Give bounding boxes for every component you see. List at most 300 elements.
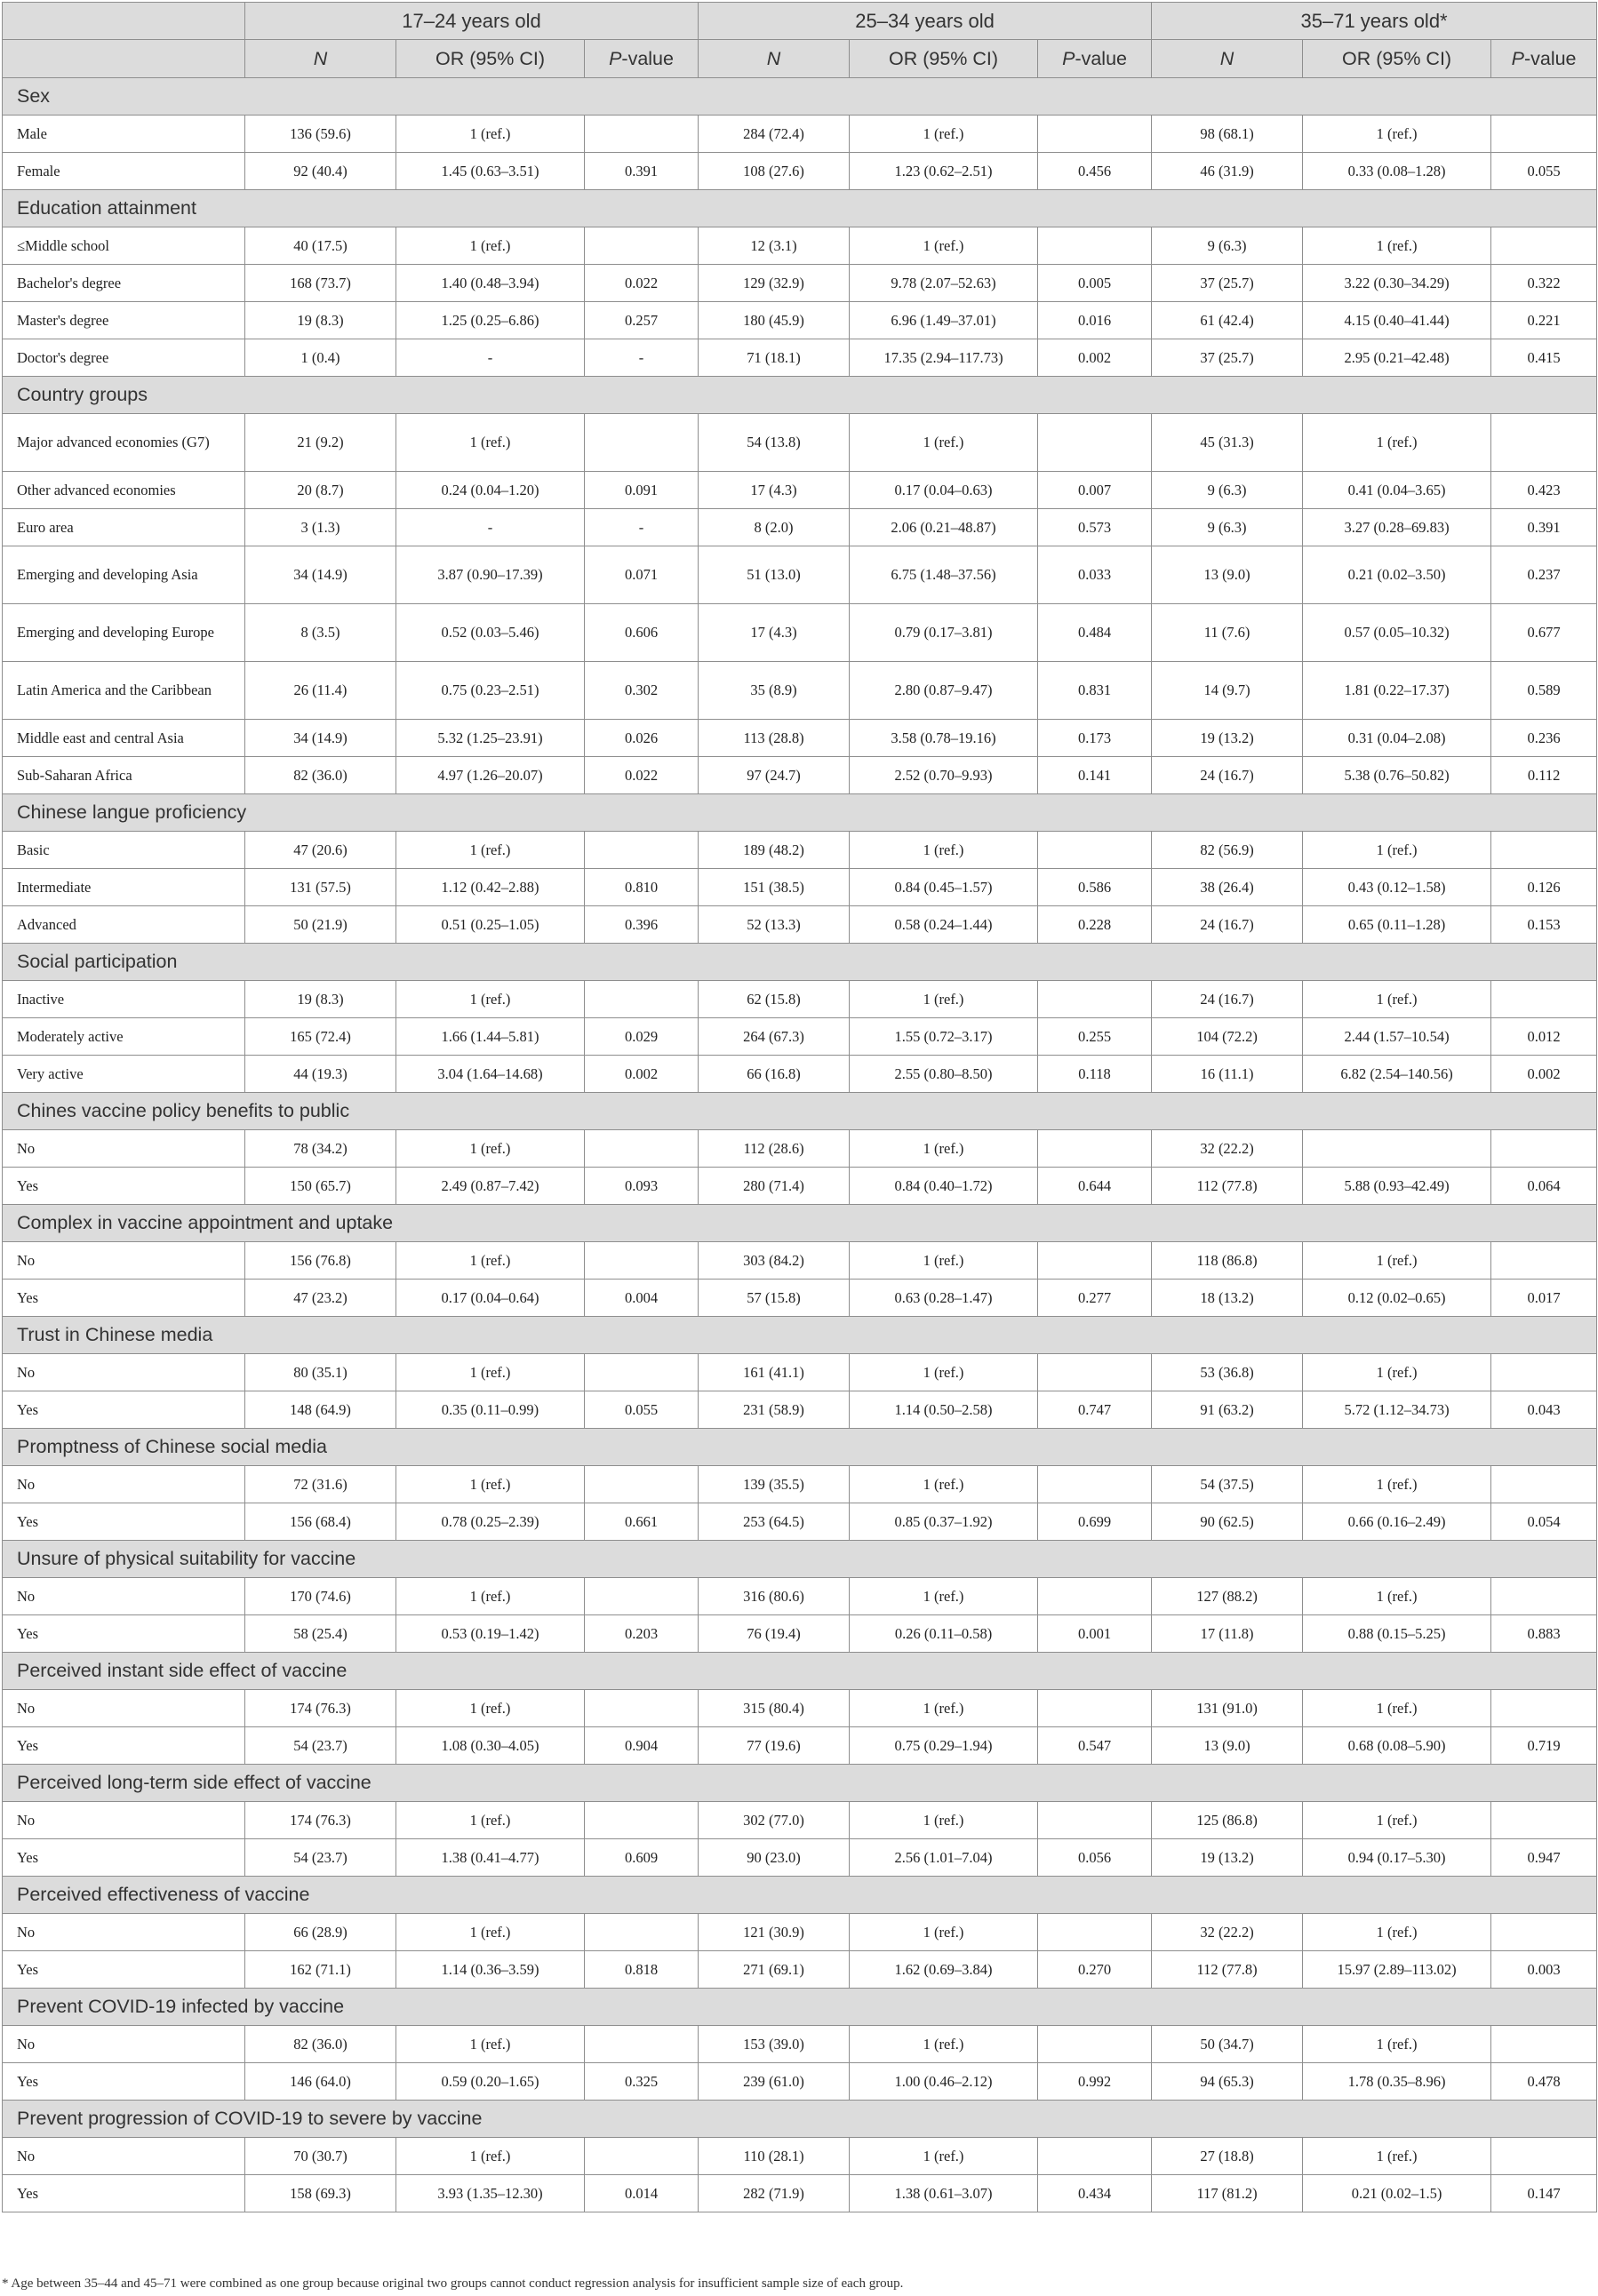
cell-or: 3.04 (1.64–14.68) bbox=[396, 1056, 585, 1093]
row-label: No bbox=[3, 1802, 245, 1839]
cell-n: 316 (80.6) bbox=[699, 1578, 850, 1615]
section-title: Education attainment bbox=[3, 190, 1597, 227]
section-header-row bbox=[3, 794, 1597, 832]
cell-or: 0.85 (0.37–1.92) bbox=[850, 1503, 1038, 1541]
cell-n: 189 (48.2) bbox=[699, 832, 850, 869]
cell-p: 0.606 bbox=[585, 604, 699, 662]
cell-or: 1 (ref.) bbox=[850, 1354, 1038, 1391]
cell-p bbox=[585, 1690, 699, 1727]
cell-n: 282 (71.9) bbox=[699, 2175, 850, 2212]
section-title: Country groups bbox=[3, 377, 1597, 414]
cell-p bbox=[1038, 1802, 1152, 1839]
section-header-row bbox=[3, 1317, 1597, 1354]
cell-p: 0.001 bbox=[1038, 1615, 1152, 1653]
cell-p: 0.022 bbox=[585, 265, 699, 302]
cell-n: 9 (6.3) bbox=[1152, 509, 1303, 546]
cell-or: 3.27 (0.28–69.83) bbox=[1303, 509, 1491, 546]
cell-or: 3.87 (0.90–17.39) bbox=[396, 546, 585, 604]
cell-n: 108 (27.6) bbox=[699, 153, 850, 190]
cell-or: 3.93 (1.35–12.30) bbox=[396, 2175, 585, 2212]
section-title: Sex bbox=[3, 78, 1597, 116]
cell-or: 0.94 (0.17–5.30) bbox=[1303, 1839, 1491, 1877]
table-row bbox=[3, 1466, 1597, 1503]
table-row bbox=[3, 153, 1597, 190]
cell-or: 0.84 (0.40–1.72) bbox=[850, 1168, 1038, 1205]
cell-or: 1.38 (0.41–4.77) bbox=[396, 1839, 585, 1877]
row-label: Yes bbox=[3, 2175, 245, 2212]
cell-or: 2.44 (1.57–10.54) bbox=[1303, 1018, 1491, 1056]
cell-or: 2.55 (0.80–8.50) bbox=[850, 1056, 1038, 1093]
cell-p: 0.091 bbox=[585, 472, 699, 509]
row-label: Latin America and the Caribbean bbox=[3, 662, 245, 720]
cell-n: 82 (56.9) bbox=[1152, 832, 1303, 869]
cell-or: 1 (ref.) bbox=[1303, 1354, 1491, 1391]
cell-or: 1 (ref.) bbox=[396, 1690, 585, 1727]
section-header-row bbox=[3, 190, 1597, 227]
cell-n: 90 (23.0) bbox=[699, 1839, 850, 1877]
table-row bbox=[3, 546, 1597, 604]
cell-p bbox=[1491, 981, 1597, 1018]
cell-or: 0.57 (0.05–10.32) bbox=[1303, 604, 1491, 662]
table-row bbox=[3, 2138, 1597, 2175]
section-title: Perceived effectiveness of vaccine bbox=[3, 1877, 1597, 1914]
cell-or: 2.95 (0.21–42.48) bbox=[1303, 339, 1491, 377]
cell-p: 0.237 bbox=[1491, 546, 1597, 604]
cell-or: 1 (ref.) bbox=[1303, 1802, 1491, 1839]
cell-n: 76 (19.4) bbox=[699, 1615, 850, 1653]
cell-or: 9.78 (2.07–52.63) bbox=[850, 265, 1038, 302]
table-row bbox=[3, 2175, 1597, 2212]
cell-p: 0.064 bbox=[1491, 1168, 1597, 1205]
cell-or: 1 (ref.) bbox=[1303, 2138, 1491, 2175]
cell-p: 0.391 bbox=[585, 153, 699, 190]
group-header-row bbox=[3, 3, 1597, 40]
cell-p bbox=[1038, 1578, 1152, 1615]
cell-or: 1 (ref.) bbox=[1303, 2026, 1491, 2063]
cell-p bbox=[1038, 2138, 1152, 2175]
cell-n: 66 (16.8) bbox=[699, 1056, 850, 1093]
group-header-17-24: 17–24 years old bbox=[245, 3, 699, 40]
row-label: Inactive bbox=[3, 981, 245, 1018]
cell-n: 44 (19.3) bbox=[245, 1056, 396, 1093]
section-header-row bbox=[3, 1541, 1597, 1578]
cell-n: 34 (14.9) bbox=[245, 546, 396, 604]
cell-or: 1 (ref.) bbox=[1303, 1466, 1491, 1503]
cell-or: 1.25 (0.25–6.86) bbox=[396, 302, 585, 339]
cell-or: 5.32 (1.25–23.91) bbox=[396, 720, 585, 757]
table-container bbox=[2, 2, 1596, 2212]
cell-n: 239 (61.0) bbox=[699, 2063, 850, 2101]
row-label: Major advanced economies (G7) bbox=[3, 414, 245, 472]
cell-p: - bbox=[585, 339, 699, 377]
row-label: Basic bbox=[3, 832, 245, 869]
section-header-row bbox=[3, 1989, 1597, 2026]
section-title: Chines vaccine policy benefits to public bbox=[3, 1093, 1597, 1130]
row-label: No bbox=[3, 1354, 245, 1391]
cell-n: 53 (36.8) bbox=[1152, 1354, 1303, 1391]
cell-or: 2.56 (1.01–7.04) bbox=[850, 1839, 1038, 1877]
cell-or: 1 (ref.) bbox=[396, 227, 585, 265]
cell-p: 0.007 bbox=[1038, 472, 1152, 509]
cell-n: 284 (72.4) bbox=[699, 116, 850, 153]
section-header-row bbox=[3, 78, 1597, 116]
cell-p bbox=[1038, 1914, 1152, 1951]
cell-or: 0.79 (0.17–3.81) bbox=[850, 604, 1038, 662]
row-label: Male bbox=[3, 116, 245, 153]
table-row bbox=[3, 1018, 1597, 1056]
cell-or: 0.24 (0.04–1.20) bbox=[396, 472, 585, 509]
cell-n: 19 (13.2) bbox=[1152, 720, 1303, 757]
cell-p bbox=[1038, 1690, 1152, 1727]
p-italic: P bbox=[1062, 47, 1075, 69]
section-header-row bbox=[3, 1877, 1597, 1914]
cell-or: 5.72 (1.12–34.73) bbox=[1303, 1391, 1491, 1429]
corner-cell bbox=[3, 3, 245, 40]
cell-or: 1 (ref.) bbox=[396, 1354, 585, 1391]
cell-or: 1 (ref.) bbox=[1303, 227, 1491, 265]
cell-p: 0.002 bbox=[585, 1056, 699, 1093]
cell-n: 45 (31.3) bbox=[1152, 414, 1303, 472]
row-label: Bachelor's degree bbox=[3, 265, 245, 302]
cell-p: 0.609 bbox=[585, 1839, 699, 1877]
column-header-or: OR (95% CI) bbox=[1303, 40, 1491, 78]
cell-n: 19 (8.3) bbox=[245, 981, 396, 1018]
cell-n: 8 (3.5) bbox=[245, 604, 396, 662]
cell-n: 19 (8.3) bbox=[245, 302, 396, 339]
cell-p bbox=[585, 116, 699, 153]
cell-n: 170 (74.6) bbox=[245, 1578, 396, 1615]
table-row bbox=[3, 1280, 1597, 1317]
row-label: Moderately active bbox=[3, 1018, 245, 1056]
cell-p: 0.547 bbox=[1038, 1727, 1152, 1765]
cell-p bbox=[1491, 2026, 1597, 2063]
cell-n: 121 (30.9) bbox=[699, 1914, 850, 1951]
group-header-25-34: 25–34 years old bbox=[699, 3, 1152, 40]
cell-n: 8 (2.0) bbox=[699, 509, 850, 546]
row-label: Sub-Saharan Africa bbox=[3, 757, 245, 794]
cell-p bbox=[1038, 227, 1152, 265]
cell-p: 0.221 bbox=[1491, 302, 1597, 339]
section-header-row bbox=[3, 1205, 1597, 1242]
cell-p bbox=[1038, 2026, 1152, 2063]
cell-n: 3 (1.3) bbox=[245, 509, 396, 546]
cell-or: 0.21 (0.02–1.5) bbox=[1303, 2175, 1491, 2212]
cell-or: 1 (ref.) bbox=[396, 2138, 585, 2175]
cell-n: 174 (76.3) bbox=[245, 1690, 396, 1727]
table-row bbox=[3, 265, 1597, 302]
cell-n: 153 (39.0) bbox=[699, 2026, 850, 2063]
cell-n: 97 (24.7) bbox=[699, 757, 850, 794]
cell-or: 1 (ref.) bbox=[396, 116, 585, 153]
cell-or: 1.08 (0.30–4.05) bbox=[396, 1727, 585, 1765]
cell-n: 66 (28.9) bbox=[245, 1914, 396, 1951]
cell-or: 1 (ref.) bbox=[850, 981, 1038, 1018]
cell-or: 1 (ref.) bbox=[850, 414, 1038, 472]
cell-p bbox=[585, 1354, 699, 1391]
cell-or: 1 (ref.) bbox=[1303, 116, 1491, 153]
cell-or: 3.58 (0.78–19.16) bbox=[850, 720, 1038, 757]
cell-p: 0.002 bbox=[1491, 1056, 1597, 1093]
cell-n: 11 (7.6) bbox=[1152, 604, 1303, 662]
cell-n: 17 (4.3) bbox=[699, 604, 850, 662]
cell-n: 35 (8.9) bbox=[699, 662, 850, 720]
cell-or: 1.00 (0.46–2.12) bbox=[850, 2063, 1038, 2101]
section-header-row bbox=[3, 1653, 1597, 1690]
cell-p: 0.017 bbox=[1491, 1280, 1597, 1317]
cell-n: 98 (68.1) bbox=[1152, 116, 1303, 153]
table-row bbox=[3, 1727, 1597, 1765]
cell-p: 0.719 bbox=[1491, 1727, 1597, 1765]
cell-p: 0.478 bbox=[1491, 2063, 1597, 2101]
table-row bbox=[3, 339, 1597, 377]
cell-n: 91 (63.2) bbox=[1152, 1391, 1303, 1429]
cell-or: 1.12 (0.42–2.88) bbox=[396, 869, 585, 906]
cell-n: 50 (34.7) bbox=[1152, 2026, 1303, 2063]
row-label: Master's degree bbox=[3, 302, 245, 339]
cell-n: 54 (13.8) bbox=[699, 414, 850, 472]
table-footnote: * Age between 35–44 and 45–71 were combined as one group because original two groups cannot conduct regression analysis for insufficient sample size of each group. bbox=[2, 2276, 904, 2291]
cell-or: 1 (ref.) bbox=[850, 2138, 1038, 2175]
cell-or: 1.38 (0.61–3.07) bbox=[850, 2175, 1038, 2212]
table-row bbox=[3, 906, 1597, 944]
cell-or: 2.06 (0.21–48.87) bbox=[850, 509, 1038, 546]
cell-n: 14 (9.7) bbox=[1152, 662, 1303, 720]
cell-n: 231 (58.9) bbox=[699, 1391, 850, 1429]
table-row bbox=[3, 757, 1597, 794]
cell-n: 32 (22.2) bbox=[1152, 1914, 1303, 1951]
cell-n: 9 (6.3) bbox=[1152, 227, 1303, 265]
cell-n: 92 (40.4) bbox=[245, 153, 396, 190]
cell-p bbox=[1491, 1578, 1597, 1615]
cell-p: 0.810 bbox=[585, 869, 699, 906]
cell-p bbox=[1491, 1242, 1597, 1280]
row-label: Yes bbox=[3, 1615, 245, 1653]
cell-p bbox=[1038, 414, 1152, 472]
cell-p bbox=[585, 1914, 699, 1951]
cell-p: 0.257 bbox=[585, 302, 699, 339]
cell-p: 0.325 bbox=[585, 2063, 699, 2101]
row-label: ≤Middle school bbox=[3, 227, 245, 265]
cell-n: 129 (32.9) bbox=[699, 265, 850, 302]
cell-p: 0.029 bbox=[585, 1018, 699, 1056]
cell-p: 0.043 bbox=[1491, 1391, 1597, 1429]
cell-p: 0.883 bbox=[1491, 1615, 1597, 1653]
table-row bbox=[3, 472, 1597, 509]
cell-or: 1 (ref.) bbox=[1303, 414, 1491, 472]
cell-or bbox=[1303, 1130, 1491, 1168]
cell-p: 0.391 bbox=[1491, 509, 1597, 546]
cell-p: 0.255 bbox=[1038, 1018, 1152, 1056]
row-label: No bbox=[3, 1242, 245, 1280]
cell-n: 1 (0.4) bbox=[245, 339, 396, 377]
cell-or: 1.62 (0.69–3.84) bbox=[850, 1951, 1038, 1989]
cell-or: 0.43 (0.12–1.58) bbox=[1303, 869, 1491, 906]
cell-p: 0.055 bbox=[585, 1391, 699, 1429]
cell-or: 1.66 (1.44–5.81) bbox=[396, 1018, 585, 1056]
cell-n: 78 (34.2) bbox=[245, 1130, 396, 1168]
cell-or: 1 (ref.) bbox=[1303, 832, 1491, 869]
cell-p: 0.677 bbox=[1491, 604, 1597, 662]
cell-p bbox=[1491, 414, 1597, 472]
cell-n: 40 (17.5) bbox=[245, 227, 396, 265]
cell-n: 82 (36.0) bbox=[245, 757, 396, 794]
section-header-row bbox=[3, 2101, 1597, 2138]
cell-or: 0.75 (0.29–1.94) bbox=[850, 1727, 1038, 1765]
cell-n: 57 (15.8) bbox=[699, 1280, 850, 1317]
column-header-or: OR (95% CI) bbox=[396, 40, 585, 78]
cell-n: 148 (64.9) bbox=[245, 1391, 396, 1429]
cell-or: 0.68 (0.08–5.90) bbox=[1303, 1727, 1491, 1765]
cell-n: 168 (73.7) bbox=[245, 265, 396, 302]
cell-or: 1 (ref.) bbox=[850, 116, 1038, 153]
cell-n: 13 (9.0) bbox=[1152, 546, 1303, 604]
cell-or: 2.52 (0.70–9.93) bbox=[850, 757, 1038, 794]
cell-p: 0.002 bbox=[1038, 339, 1152, 377]
row-label: No bbox=[3, 1130, 245, 1168]
cell-n: 24 (16.7) bbox=[1152, 757, 1303, 794]
cell-p bbox=[585, 832, 699, 869]
cell-p: - bbox=[585, 509, 699, 546]
cell-p: 0.203 bbox=[585, 1615, 699, 1653]
cell-n: 82 (36.0) bbox=[245, 2026, 396, 2063]
column-header-p bbox=[585, 40, 699, 78]
cell-or: 0.53 (0.19–1.42) bbox=[396, 1615, 585, 1653]
cell-p: 0.904 bbox=[585, 1727, 699, 1765]
section-title: Perceived instant side effect of vaccine bbox=[3, 1653, 1597, 1690]
table-row bbox=[3, 1578, 1597, 1615]
table-row bbox=[3, 1242, 1597, 1280]
section-title: Chinese langue proficiency bbox=[3, 794, 1597, 832]
cell-p: 0.093 bbox=[585, 1168, 699, 1205]
cell-or: 1.40 (0.48–3.94) bbox=[396, 265, 585, 302]
cell-n: 90 (62.5) bbox=[1152, 1503, 1303, 1541]
cell-n: 253 (64.5) bbox=[699, 1503, 850, 1541]
cell-n: 118 (86.8) bbox=[1152, 1242, 1303, 1280]
table-row bbox=[3, 2026, 1597, 2063]
cell-n: 54 (23.7) bbox=[245, 1839, 396, 1877]
cell-p: 0.026 bbox=[585, 720, 699, 757]
cell-or: 2.49 (0.87–7.42) bbox=[396, 1168, 585, 1205]
row-label: Advanced bbox=[3, 906, 245, 944]
cell-n: 70 (30.7) bbox=[245, 2138, 396, 2175]
row-label: Intermediate bbox=[3, 869, 245, 906]
row-label: Doctor's degree bbox=[3, 339, 245, 377]
regression-table bbox=[2, 2, 1597, 2212]
section-title: Promptness of Chinese social media bbox=[3, 1429, 1597, 1466]
table-body bbox=[3, 78, 1597, 2212]
cell-or: 1 (ref.) bbox=[850, 1242, 1038, 1280]
cell-p: 0.228 bbox=[1038, 906, 1152, 944]
cell-p: 0.014 bbox=[585, 2175, 699, 2212]
cell-p: 0.747 bbox=[1038, 1391, 1152, 1429]
cell-n: 21 (9.2) bbox=[245, 414, 396, 472]
cell-or: 1 (ref.) bbox=[850, 1130, 1038, 1168]
cell-p: 0.947 bbox=[1491, 1839, 1597, 1877]
cell-or: 1 (ref.) bbox=[396, 2026, 585, 2063]
cell-or: 0.41 (0.04–3.65) bbox=[1303, 472, 1491, 509]
table-row bbox=[3, 869, 1597, 906]
cell-or: 1 (ref.) bbox=[850, 1466, 1038, 1503]
table-row bbox=[3, 662, 1597, 720]
section-title: Prevent progression of COVID-19 to severe by vaccine bbox=[3, 2101, 1597, 2138]
cell-or: 1 (ref.) bbox=[850, 1914, 1038, 1951]
cell-n: 58 (25.4) bbox=[245, 1615, 396, 1653]
row-label: Yes bbox=[3, 1951, 245, 1989]
cell-p: 0.054 bbox=[1491, 1503, 1597, 1541]
cell-p: 0.396 bbox=[585, 906, 699, 944]
section-header-row bbox=[3, 944, 1597, 981]
cell-p: 0.589 bbox=[1491, 662, 1597, 720]
cell-or: 1.78 (0.35–8.96) bbox=[1303, 2063, 1491, 2101]
cell-p bbox=[585, 414, 699, 472]
column-header-n: N bbox=[245, 40, 396, 78]
cell-or: 0.26 (0.11–0.58) bbox=[850, 1615, 1038, 1653]
cell-p bbox=[585, 1802, 699, 1839]
cell-p bbox=[585, 2138, 699, 2175]
cell-n: 20 (8.7) bbox=[245, 472, 396, 509]
cell-n: 26 (11.4) bbox=[245, 662, 396, 720]
table-row bbox=[3, 116, 1597, 153]
cell-p bbox=[585, 1242, 699, 1280]
cell-p: 0.236 bbox=[1491, 720, 1597, 757]
cell-or: 1.81 (0.22–17.37) bbox=[1303, 662, 1491, 720]
cell-or: 1.45 (0.63–3.51) bbox=[396, 153, 585, 190]
cell-p bbox=[1491, 1354, 1597, 1391]
cell-n: 32 (22.2) bbox=[1152, 1130, 1303, 1168]
cell-or: 0.51 (0.25–1.05) bbox=[396, 906, 585, 944]
cell-p bbox=[1491, 1914, 1597, 1951]
cell-or: 6.75 (1.48–37.56) bbox=[850, 546, 1038, 604]
section-title: Complex in vaccine appointment and uptake bbox=[3, 1205, 1597, 1242]
cell-or: 1 (ref.) bbox=[396, 1242, 585, 1280]
cell-n: 17 (4.3) bbox=[699, 472, 850, 509]
cell-n: 112 (77.8) bbox=[1152, 1951, 1303, 1989]
cell-p bbox=[1038, 832, 1152, 869]
cell-or: 1.14 (0.36–3.59) bbox=[396, 1951, 585, 1989]
column-header-row bbox=[3, 40, 1597, 78]
p-suffix: -value bbox=[1075, 47, 1127, 69]
cell-or: 6.82 (2.54–140.56) bbox=[1303, 1056, 1491, 1093]
cell-p bbox=[585, 227, 699, 265]
cell-p bbox=[1491, 227, 1597, 265]
column-header-n: N bbox=[699, 40, 850, 78]
cell-p: 0.033 bbox=[1038, 546, 1152, 604]
cell-n: 34 (14.9) bbox=[245, 720, 396, 757]
cell-or: 1 (ref.) bbox=[850, 832, 1038, 869]
cell-or: 0.35 (0.11–0.99) bbox=[396, 1391, 585, 1429]
cell-or: 0.78 (0.25–2.39) bbox=[396, 1503, 585, 1541]
cell-n: 17 (11.8) bbox=[1152, 1615, 1303, 1653]
row-label: No bbox=[3, 1690, 245, 1727]
cell-p: 0.456 bbox=[1038, 153, 1152, 190]
cell-n: 50 (21.9) bbox=[245, 906, 396, 944]
cell-p bbox=[585, 2026, 699, 2063]
cell-or: 0.31 (0.04–2.08) bbox=[1303, 720, 1491, 757]
cell-n: 9 (6.3) bbox=[1152, 472, 1303, 509]
row-label: Yes bbox=[3, 1839, 245, 1877]
cell-p bbox=[1038, 1466, 1152, 1503]
section-title: Prevent COVID-19 infected by vaccine bbox=[3, 1989, 1597, 2026]
cell-or: 1 (ref.) bbox=[1303, 1578, 1491, 1615]
row-label: Yes bbox=[3, 1727, 245, 1765]
cell-n: 150 (65.7) bbox=[245, 1168, 396, 1205]
cell-p: 0.012 bbox=[1491, 1018, 1597, 1056]
cell-n: 127 (88.2) bbox=[1152, 1578, 1303, 1615]
cell-n: 139 (35.5) bbox=[699, 1466, 850, 1503]
cell-n: 80 (35.1) bbox=[245, 1354, 396, 1391]
row-label: Yes bbox=[3, 1168, 245, 1205]
cell-p: 0.173 bbox=[1038, 720, 1152, 757]
